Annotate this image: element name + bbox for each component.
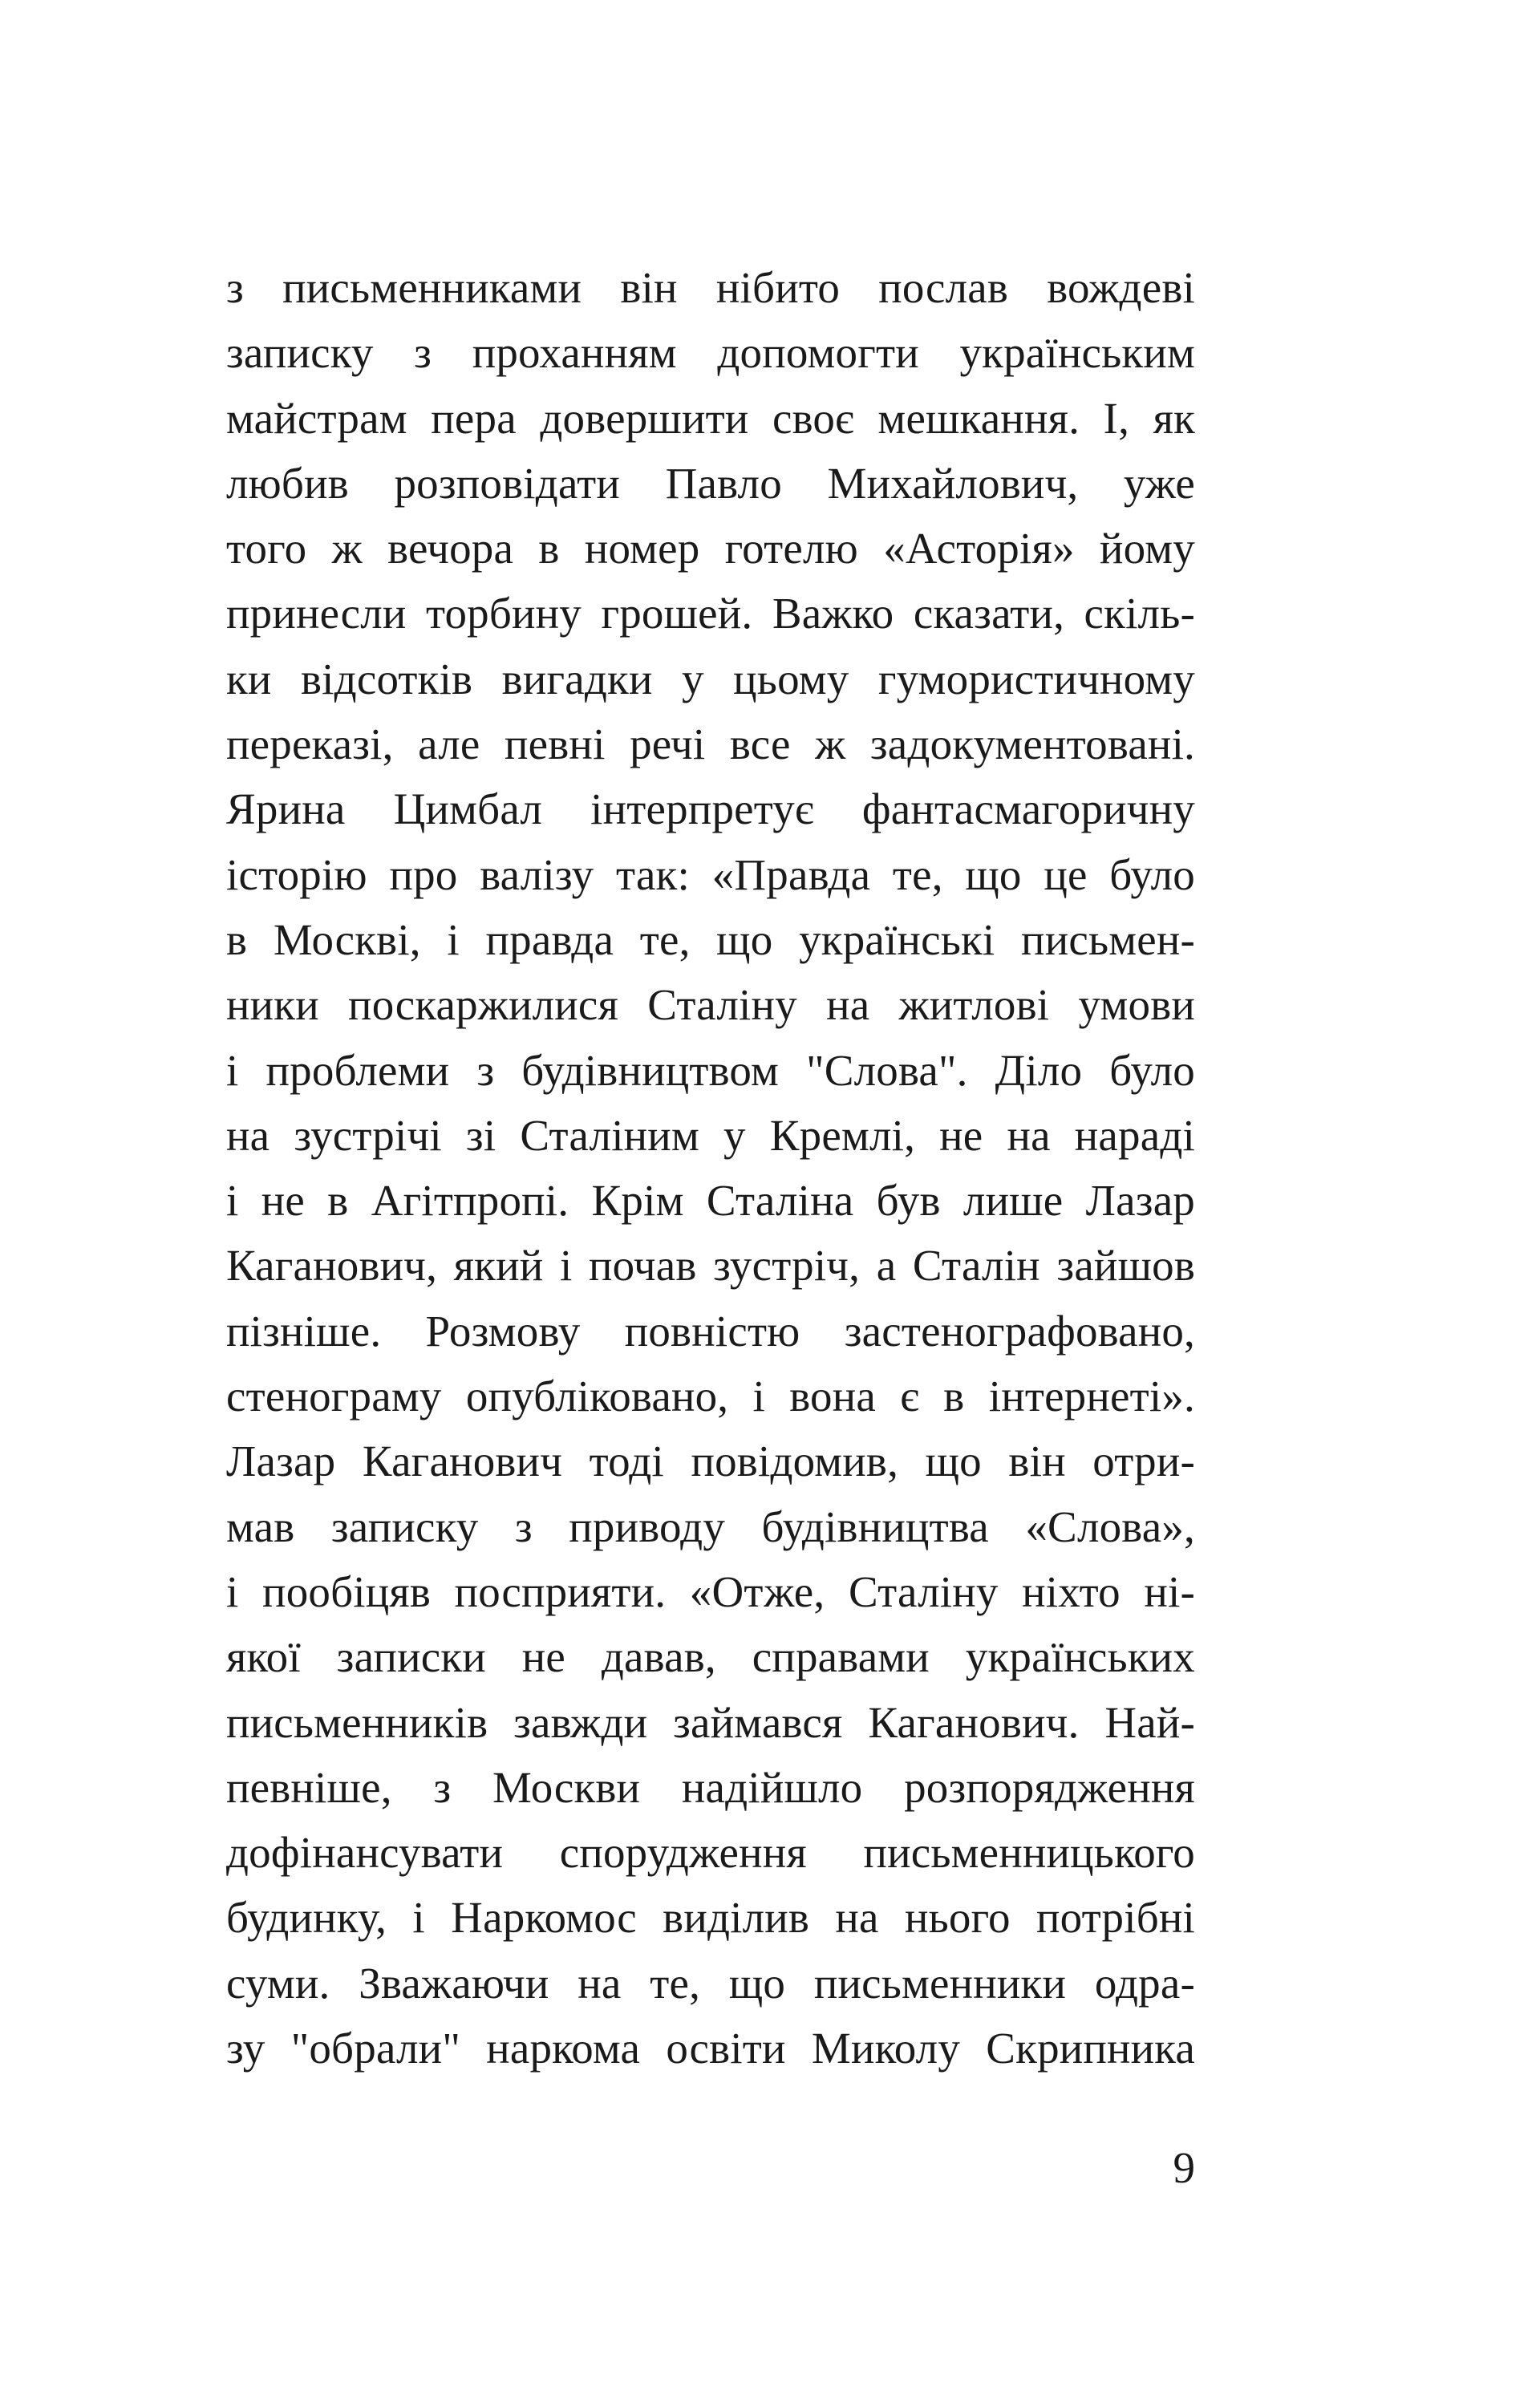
text-line: принесли торбину грошей. Важко сказати, скіль- [226,589,1195,638]
text-line: якої записки не давав, справами українських [226,1632,1195,1682]
text-line: і не в Агітпропі. Крім Сталіна був лише Лазар [226,1176,1195,1226]
text-line: ки відсотків вигадки у цьому гумористичному [226,654,1195,703]
text-line: письменників завжди займався Каганович. Най- [226,1697,1195,1747]
text-line: пізніше. Розмову повністю застенографовано, [226,1306,1195,1356]
text-line: історію про валізу так: «Правда те, що це було [226,849,1195,899]
text-line: будинку, і Наркомос виділив на нього потрібні [226,1893,1195,1943]
text-line: Лазар Каганович тоді повідомив, що він отри- [226,1437,1195,1486]
text-line: записку з проханням допомогти українським [226,328,1195,378]
text-line: ники поскаржилися Сталіну на житлові умови [226,980,1195,1030]
text-line: того ж вечора в номер готелю «Асторія» йому [226,524,1195,573]
text-line: в Москві, і правда те, що українські письмен- [226,914,1195,964]
text-line: переказі, але певні речі все ж задокументовані. [226,719,1195,769]
text-line: мав записку з приводу будівництва «Слова», [226,1501,1195,1551]
text-line: певніше, з Москви надійшло розпорядження [226,1762,1195,1812]
text-line: Ярина Цимбал інтерпретує фантасмагоричну [226,784,1195,834]
text-line: і проблеми з будівництвом "Слова". Діло було [226,1045,1195,1095]
body-text [226,255,1195,2081]
text-line: стенограму опубліковано, і вона є в інтернеті». [226,1372,1195,1421]
text-line: і пообіцяв посприяти. «Отже, Сталіну ніхто ні- [226,1566,1195,1616]
text-line: зу "обрали" наркома освіти Миколу Скрипника [226,2024,1195,2073]
text-line: дофінансувати спорудження письменницького [226,1828,1195,1878]
text-line: любив розповідати Павло Михайлович, уже [226,458,1195,508]
text-line: суми. Зважаючи на те, що письменники одра- [226,1958,1195,2008]
text-line: на зустрічі зі Сталіним у Кремлі, не на нараді [226,1110,1195,1160]
text-line: майстрам пера довершити своє мешкання. І, як [226,393,1195,443]
text-line: з письменниками він нібито послав вождеві [226,263,1195,312]
page-number: 9 [1173,2143,1195,2192]
text-line: Каганович, який і почав зустріч, а Сталін зайшов [226,1241,1195,1291]
